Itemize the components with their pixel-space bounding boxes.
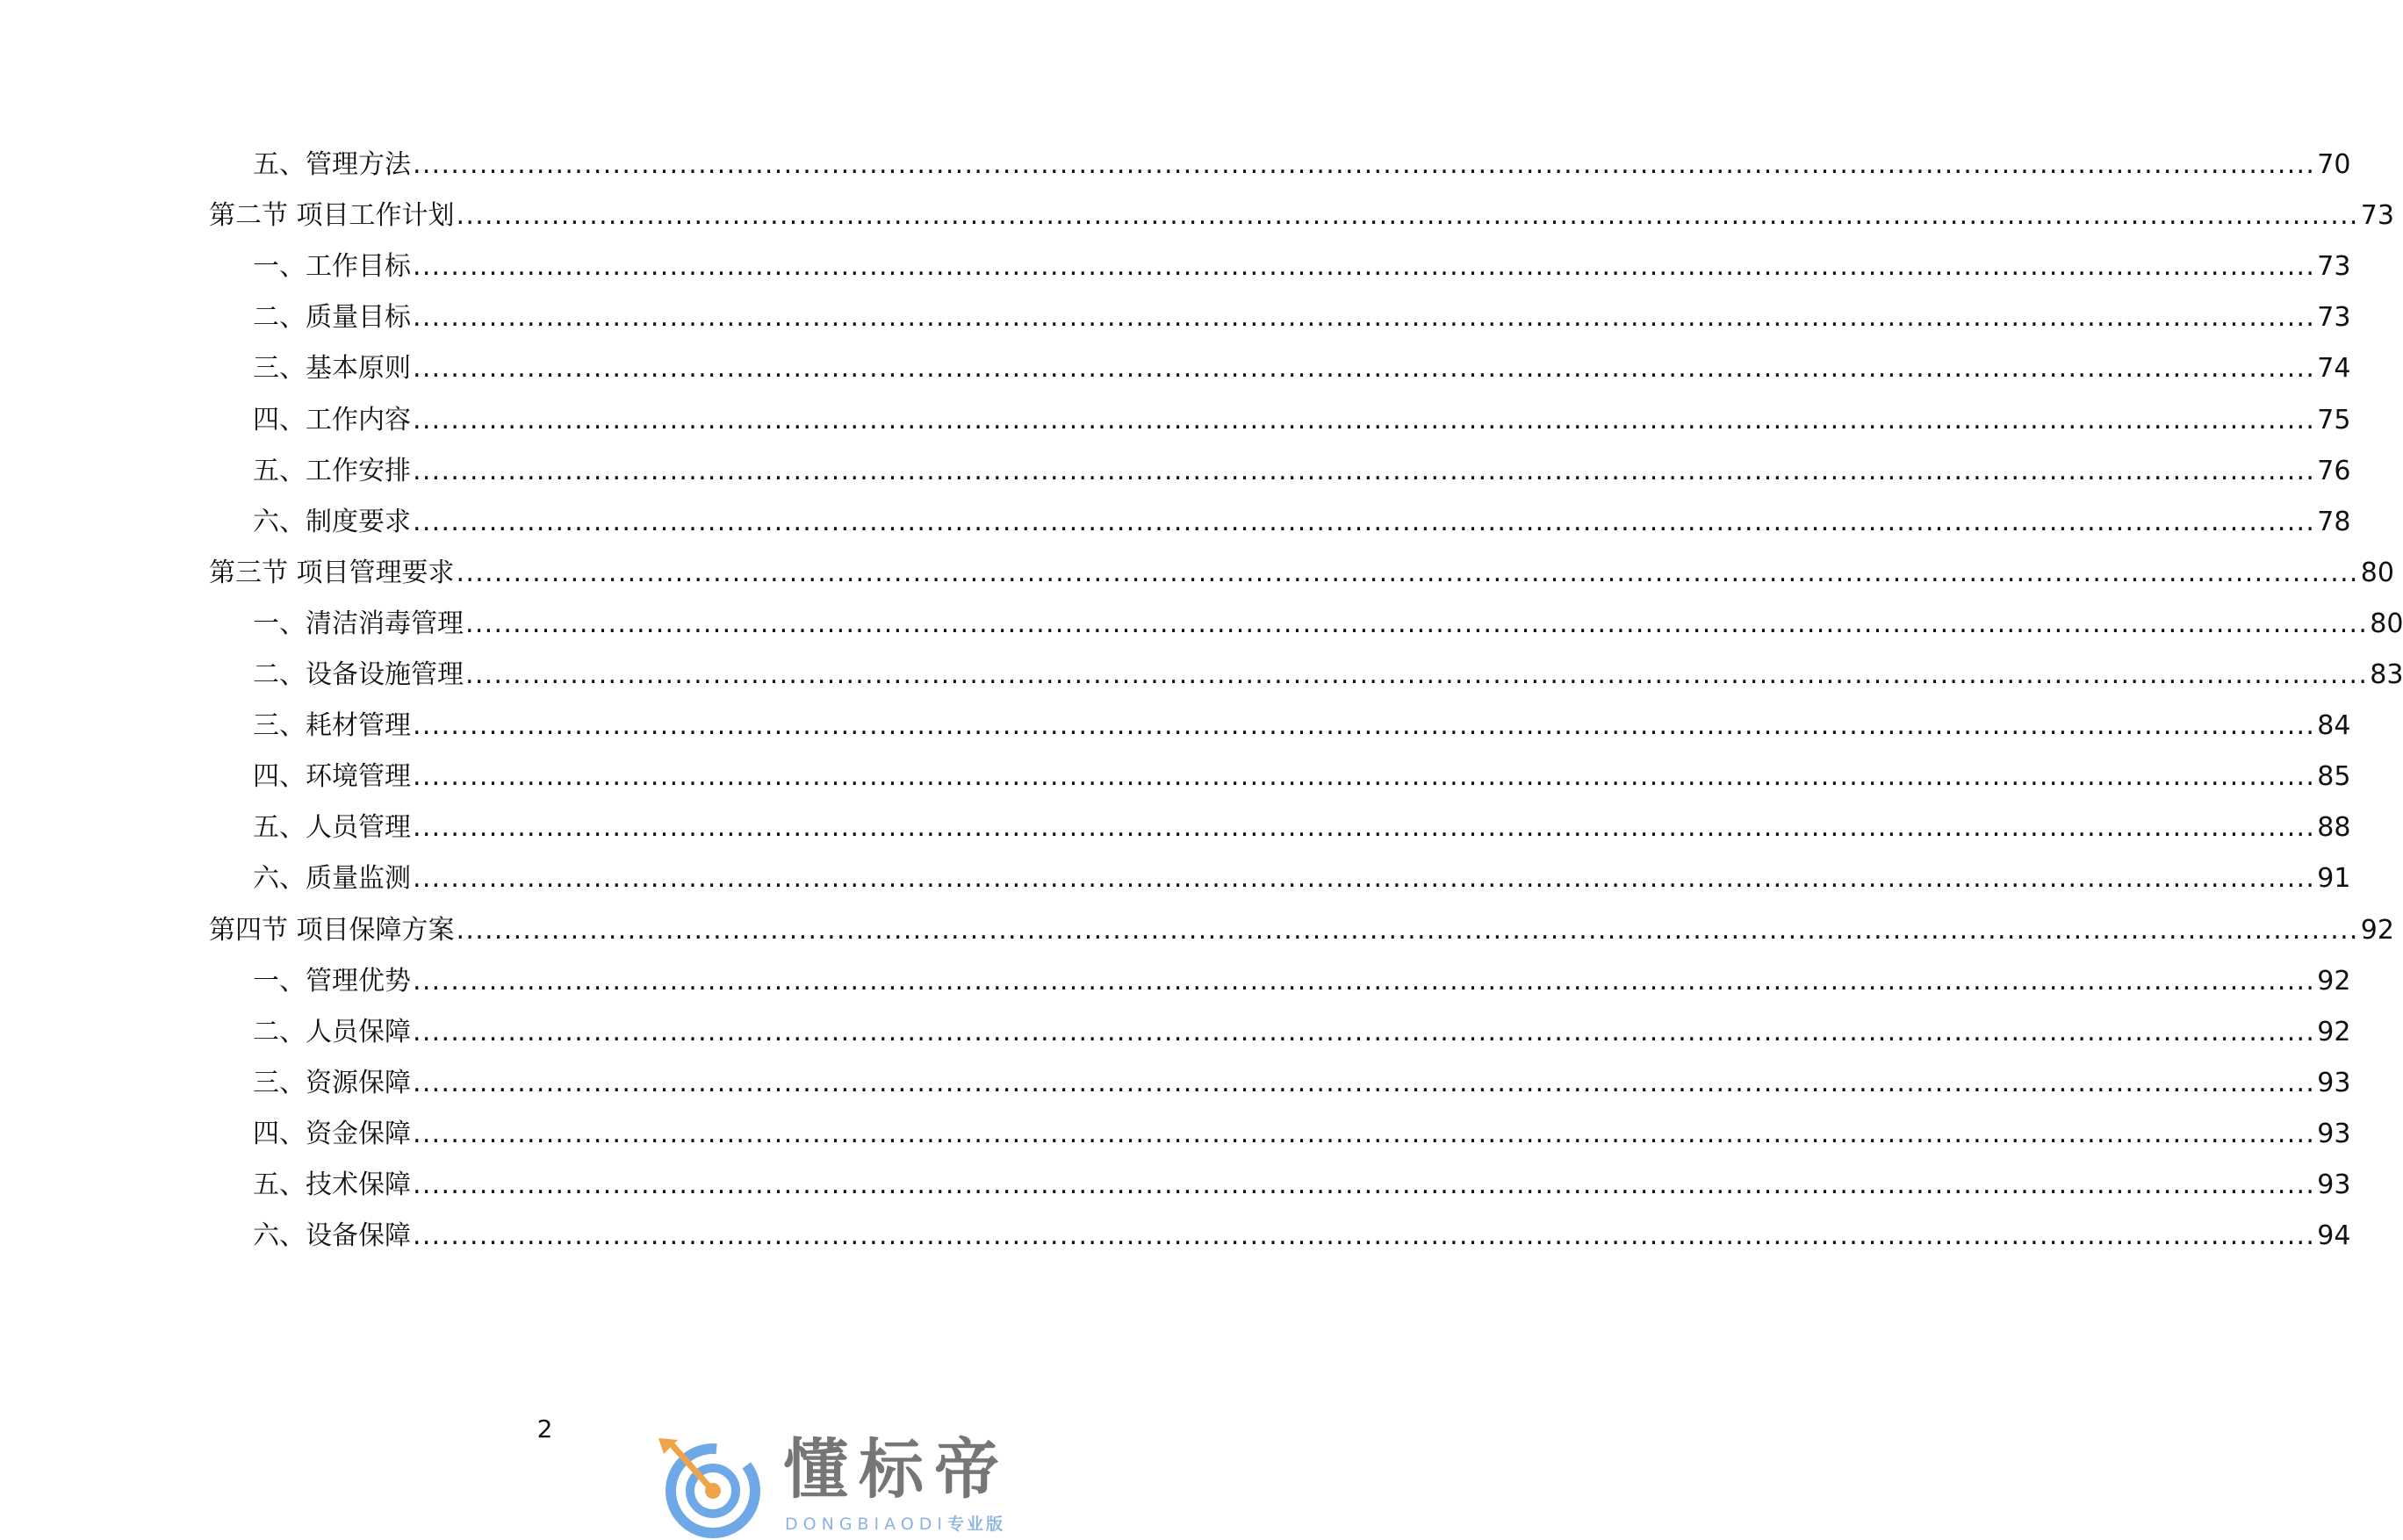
toc-subsection-entry (253, 605, 2403, 644)
watermark-edition: 专业版 (947, 1515, 1006, 1534)
toc-subsection-entry (253, 1013, 2351, 1052)
toc-dot-leader: ........................................................................................................................................................................................................ (465, 608, 2369, 639)
toc-entry-title: 四、工作内容 (253, 404, 411, 435)
toc-entry-page: 93 (2317, 1118, 2351, 1149)
toc-dot-leader: ........................................................................................................................................................................................................ (413, 353, 2316, 385)
toc-dot-leader: ........................................................................................................................................................................................................ (413, 863, 2316, 895)
toc-entry-page: 88 (2317, 812, 2351, 844)
toc-entry-page: 78 (2317, 506, 2351, 537)
toc-subsection-entry (253, 299, 2351, 337)
toc-entry-page: 93 (2317, 1169, 2351, 1200)
toc-dot-leader: ........................................................................................................................................................................................................ (413, 404, 2316, 435)
toc-entry-page: 76 (2317, 455, 2351, 486)
toc-entry-title: 一、工作目标 (253, 251, 411, 283)
toc-entry-title: 六、制度要求 (253, 506, 411, 537)
toc-entry-page: 80 (2360, 557, 2394, 588)
toc-entry-page: 84 (2317, 710, 2351, 742)
toc-entry-page: 85 (2317, 761, 2351, 793)
toc-dot-leader: ........................................................................................................................................................................................................ (413, 455, 2316, 486)
toc-entry-title: 三、耗材管理 (253, 710, 411, 742)
toc-subsection-entry (253, 452, 2351, 491)
toc-dot-leader: ........................................................................................................................................................................................................ (456, 557, 2359, 588)
toc-entry-page: 73 (2360, 200, 2394, 232)
toc-section-entry (209, 554, 2394, 593)
toc-subsection-entry (253, 146, 2351, 184)
toc-entry-title: 二、质量目标 (253, 302, 411, 334)
toc-dot-leader: ........................................................................................................................................................................................................ (413, 1118, 2316, 1149)
toc-subsection-entry (253, 1166, 2351, 1205)
toc-subsection-entry (253, 962, 2351, 1001)
toc-entry-page: 73 (2317, 251, 2351, 283)
toc-entry-page: 83 (2370, 659, 2403, 690)
toc-dot-leader: ........................................................................................................................................................................................................ (456, 200, 2359, 232)
toc-dot-leader: ........................................................................................................................................................................................................ (456, 914, 2359, 946)
toc-dot-leader: ........................................................................................................................................................................................................ (413, 302, 2316, 334)
toc-dot-leader: ........................................................................................................................................................................................................ (413, 506, 2316, 537)
toc-entry-page: 92 (2317, 965, 2351, 997)
toc-dot-leader: ........................................................................................................................................................................................................ (413, 761, 2316, 793)
toc-subsection-entry (253, 1115, 2351, 1154)
toc-entry-title: 四、环境管理 (253, 761, 411, 793)
toc-entry-page: 92 (2360, 914, 2394, 946)
toc-entry-page: 93 (2317, 1067, 2351, 1098)
toc-entry-title: 五、人员管理 (253, 812, 411, 844)
toc-entry-title: 五、技术保障 (253, 1169, 411, 1200)
watermark-tagline (785, 1514, 1005, 1535)
toc-dot-leader: ........................................................................................................................................................................................................ (413, 251, 2316, 283)
toc-entry-title: 三、资源保障 (253, 1067, 411, 1098)
toc-entry-title: 第三节 项目管理要求 (209, 557, 455, 588)
toc-dot-leader: ........................................................................................................................................................................................................ (413, 1169, 2316, 1200)
toc-entry-title: 第二节 项目工作计划 (209, 200, 455, 232)
toc-entry-title: 四、资金保障 (253, 1118, 411, 1149)
toc-dot-leader: ........................................................................................................................................................................................................ (413, 812, 2316, 844)
toc-entry-page: 74 (2317, 353, 2351, 385)
toc-section-entry (209, 911, 2394, 950)
page-number: 2 (536, 1414, 553, 1443)
toc-subsection-entry (253, 248, 2351, 286)
toc-dot-leader: ........................................................................................................................................................................................................ (413, 1220, 2316, 1252)
toc-entry-title: 三、基本原则 (253, 353, 411, 385)
target-arrow-icon (651, 1431, 766, 1540)
watermark-brand-name: 懂标帝 (783, 1432, 1010, 1508)
toc-entry-title: 六、质量监测 (253, 863, 411, 895)
toc-entry-title: 六、设备保障 (253, 1220, 411, 1252)
toc-entry-page: 94 (2317, 1220, 2351, 1252)
toc-subsection-entry (253, 349, 2351, 388)
toc-dot-leader: ........................................................................................................................................................................................................ (413, 710, 2316, 742)
toc-entry-page: 92 (2317, 1016, 2351, 1047)
toc-entry-title: 一、管理优势 (253, 965, 411, 997)
toc-entry-title: 一、清洁消毒管理 (253, 608, 464, 639)
toc-subsection-entry (253, 503, 2351, 542)
toc-entry-title: 二、设备设施管理 (253, 659, 464, 690)
toc-subsection-entry (253, 1217, 2351, 1256)
toc-subsection-entry (253, 401, 2351, 440)
toc-subsection-entry (253, 860, 2351, 898)
watermark-pinyin: DONGBIAODI (785, 1515, 948, 1534)
toc-subsection-entry (253, 707, 2351, 745)
watermark-logo (651, 1431, 1073, 1536)
toc-dot-leader: ........................................................................................................................................................................................................ (413, 965, 2316, 997)
toc-dot-leader: ........................................................................................................................................................................................................ (465, 659, 2369, 690)
toc-entry-title: 第四节 项目保障方案 (209, 914, 455, 946)
toc-dot-leader: ........................................................................................................................................................................................................ (413, 1067, 2316, 1098)
toc-subsection-entry (253, 758, 2351, 796)
toc-entry-page: 70 (2317, 149, 2351, 180)
toc-entry-title: 二、人员保障 (253, 1016, 411, 1047)
toc-entry-title: 五、管理方法 (253, 149, 411, 180)
toc-entry-page: 91 (2317, 863, 2351, 895)
toc-section-entry (209, 197, 2394, 235)
toc-dot-leader: ........................................................................................................................................................................................................ (413, 1016, 2316, 1047)
toc-subsection-entry (253, 656, 2403, 694)
toc-subsection-entry (253, 1064, 2351, 1103)
toc-subsection-entry (253, 809, 2351, 847)
toc-entry-page: 80 (2370, 608, 2403, 639)
toc-entry-page: 73 (2317, 302, 2351, 334)
toc-entry-page: 75 (2317, 404, 2351, 435)
toc-entry-title: 五、工作安排 (253, 455, 411, 486)
toc-dot-leader: ........................................................................................................................................................................................................ (413, 149, 2316, 180)
